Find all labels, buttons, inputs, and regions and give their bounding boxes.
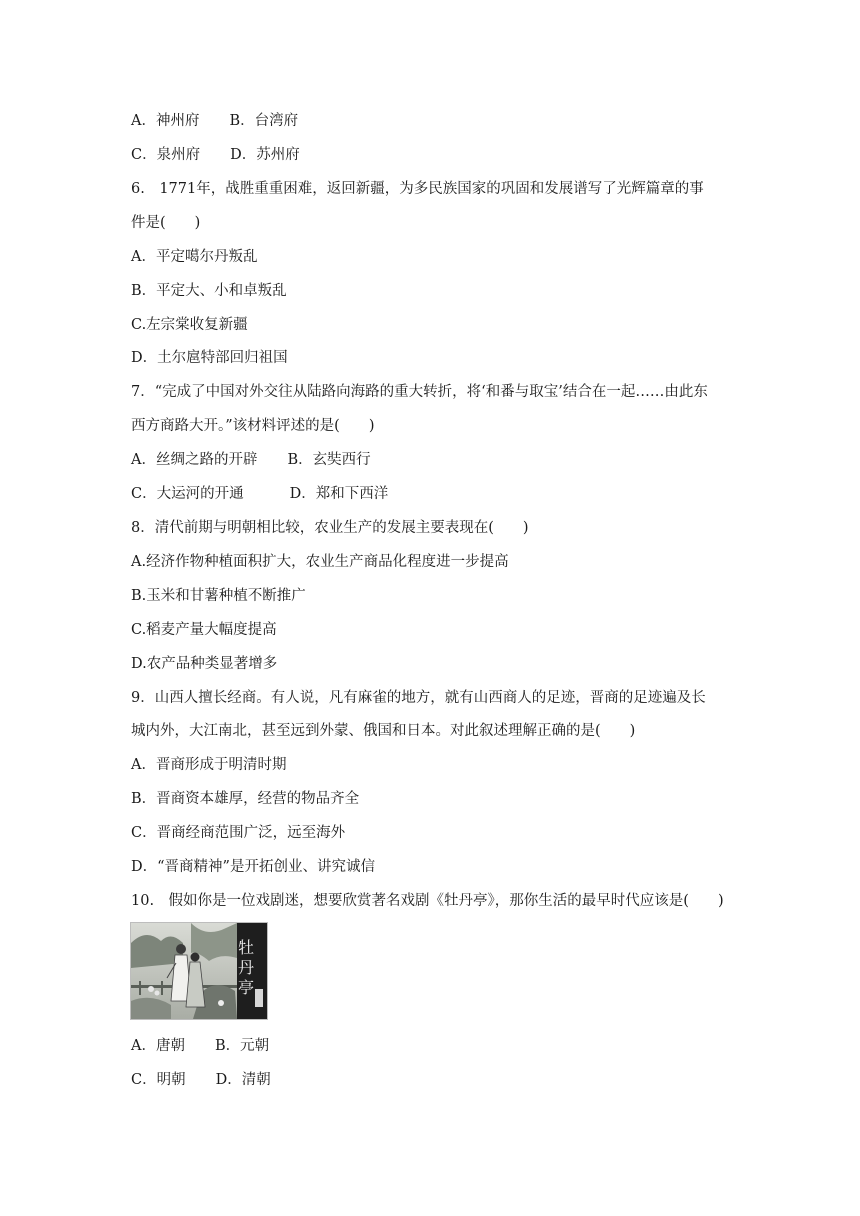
q8-option-b: B.玉米和甘薯种植不断推广 <box>131 588 306 604</box>
q8-option-a: A.经济作物种植面积扩大，农业生产商品化程度进一步提高 <box>131 554 509 570</box>
q9-option-b: B．晋商资本雄厚，经营的物品齐全 <box>131 791 360 807</box>
q6-option-b: B．平定大、小和卓叛乱 <box>131 283 287 299</box>
q7-stem-line1: 7．“完成了中国对外交往从陆路向海路的重大转折，将‘和番与取宝’结合在一起……由此东 <box>131 384 708 400</box>
q8-option-c: C.稻麦产量大幅度提高 <box>131 622 277 638</box>
q8-option-d: D.农产品种类显著增多 <box>131 656 278 672</box>
q5-option-d: D．苏州府 <box>230 147 300 163</box>
q6-option-d: D．土尔扈特部回归祖国 <box>131 350 288 366</box>
q10-option-b: B．元朝 <box>214 1038 270 1054</box>
q6-option-a: A．平定噶尔丹叛乱 <box>131 249 258 265</box>
q9-stem-line2: 城内外，大江南北，甚至远到外蒙、俄国和日本。对此叙述理解正确的是( ) <box>131 723 636 739</box>
peony-pavilion-illustration <box>130 922 268 1020</box>
q7-option-a: A．丝绸之路的开辟 <box>131 452 258 468</box>
q7-options-row2 <box>131 484 388 504</box>
q9-stem-line1: 9．山西人擅长经商。有人说，凡有麻雀的地方，就有山西商人的足迹，晋商的足迹遍及长 <box>131 690 706 706</box>
q5-option-a: A．神州府 <box>131 113 200 129</box>
q5-options-row1 <box>131 111 298 131</box>
q5-option-c: C．泉州府 <box>131 147 201 163</box>
title-char-1: 牡 <box>237 938 255 957</box>
q5-options-row2 <box>131 145 300 165</box>
q9-option-d: D．“晋商精神”是开拓创业、讲究诚信 <box>131 859 375 875</box>
q6-option-c: C.左宗棠收复新疆 <box>131 317 248 333</box>
q7-options-row1 <box>131 450 371 470</box>
q10-stem: 10. 假如你是一位戏剧迷，想要欣赏著名戏剧《牡丹亭》，那你生活的最早时代应该是( ) <box>131 893 724 909</box>
q7-option-b: B．玄奘西行 <box>287 452 371 468</box>
q10-option-d: D．清朝 <box>215 1072 271 1088</box>
q6-stem-line1: 6. 1771年，战胜重重困难，返回新疆，为多民族国家的巩固和发展谱写了光辉篇章的事 <box>131 181 704 197</box>
q7-stem-line2: 西方商路大开。”该材料评述的是( ) <box>131 418 375 434</box>
q7-option-c: C．大运河的开通 <box>131 486 244 502</box>
q5-option-b: B．台湾府 <box>229 113 299 129</box>
q10-options-row1 <box>131 1036 269 1056</box>
title-char-2: 丹 <box>237 958 255 977</box>
q10-option-a: A．唐朝 <box>131 1038 185 1054</box>
q7-option-d: D．郑和下西洋 <box>289 486 389 502</box>
q6-stem-line2: 件是( ) <box>131 215 201 231</box>
q8-stem: 8．清代前期与明朝相比较，农业生产的发展主要表现在( ) <box>131 520 529 536</box>
q9-option-a: A．晋商形成于明清时期 <box>131 757 287 773</box>
q9-option-c: C．晋商经商范围广泛，远至海外 <box>131 825 346 841</box>
q10-options-row2 <box>131 1070 271 1090</box>
title-char-3: 亭 <box>237 978 255 997</box>
peony-pavilion-painting <box>131 923 267 1019</box>
q10-option-c: C．明朝 <box>131 1072 186 1088</box>
